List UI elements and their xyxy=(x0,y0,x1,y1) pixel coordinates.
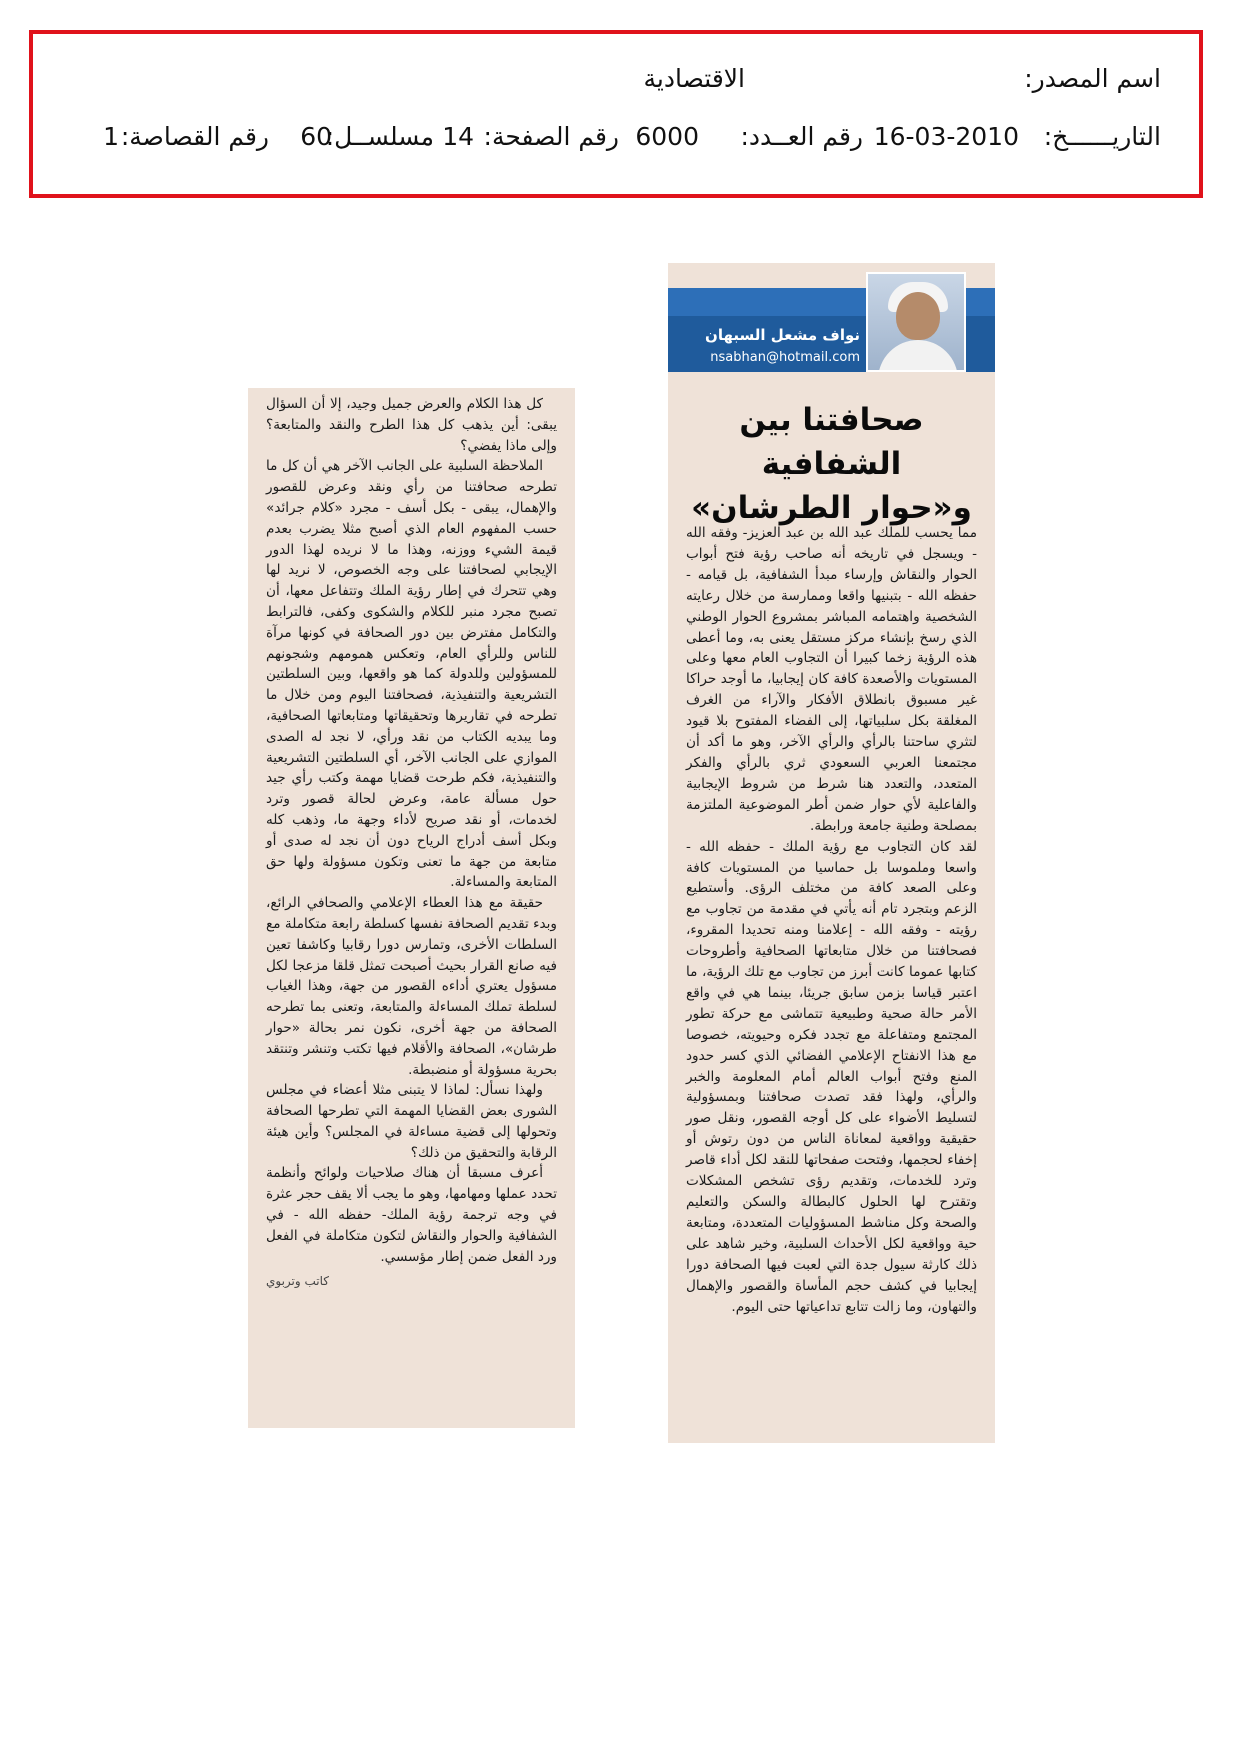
author-photo-shoulders xyxy=(878,340,958,372)
metadata-row-details xyxy=(33,122,1199,162)
serial-value: 60 xyxy=(300,122,332,151)
page-value: 14 xyxy=(442,122,474,151)
paragraph: حقيقة مع هذا العطاء الإعلامي والصحافي الرائع، وبدء تقديم الصحافة نفسها كسلطة رابعة متكاملة مع السلطات الأخرى، وتمارس دورا رقابيا وكاشفا تعين فيه صانع القرار بحيث أصبحت تمثل قلقا مزعجا لكل مسؤول يعتري أداءه القصور من جهة، وهذا الغياب لسلطة تملك المساءلة والمتابعة، وتعنى بما تطرحه الصحافة من جهة أخرى، نكون نمر بحالة «حوار طرشان»، الصحافة والأقلام فيها تكتب وتنشر وتنتقد بحرية مسؤولة أو منضبطة. xyxy=(266,895,557,1078)
serial-label: مسلســل: xyxy=(325,122,434,151)
headline-line-2: و«حوار الطرشان» xyxy=(691,490,972,526)
clip-value: 1 xyxy=(103,122,119,151)
paragraph: ولهذا نسأل: لماذا لا يتبنى مثلا أعضاء في مجلس الشورى بعض القضايا المهمة التي تطرحها الصحافة وتحولها إلى قضية مساءلة في المجلس؟ وأين هيئة الرقابة والتحقيق من ذلك؟ xyxy=(266,1082,557,1161)
date-label: التاريــــــخ: xyxy=(1043,122,1161,151)
source-value: الاقتصادية xyxy=(643,64,745,93)
paragraph: الملاحظة السلبية على الجانب الآخر هي أن كل ما تطرحه صحافتنا من رأي ونقد وعرض للقصور والإهمال، يبقى - بكل أسف - مجرد «كلام جرائد» حسب المفهوم العام الذي أصبح مثلا يضرب بعدم قيمة الشيء ووزنه، وهذا ما لا نريده لهذا الدور الإيجابي لصحافتنا على وجه الخصوص، لا نريد لها وهي تتحرك في إطار رؤية الملك وتتفاعل معها، أن تصبح مجرد منبر للكلام والشكوى وكفى، فالترابط والتكامل مفترض بين دور الصحافة في كونها مرآة للناس وللرأي العام، وتعكس همومهم وشجونهم للمسؤولين وللدولة كما هو واقعها، وبين السلطتين التشريعية والتنفيذية، فصحافتنا اليوم ومن خلال ما تطرحه في تقاريرها وتحقيقاتها ومتابعاتها الصحافية، وما يبديه الكتاب من نقد ورأي، لا نجد له الصدى الموازي على الجانب الآخر، أي السلطتين التشريعية والتنفيذية، فكم طرحت قضايا مهمة وكتب رأي جيد حول مسألة عامة، وعرض لحالة قصور وترد لخدمات، أو نقد صريح لأداء وجهة ما، وذهب كله وبكل أسف أدراج الرياح دون أن نجد له صدى أو متابعة من جهة ما تعنى وتكون مسؤولة ولها حق المتابعة والمساءلة. xyxy=(266,458,557,891)
date-value: 16-03-2010 xyxy=(873,122,1019,151)
author-photo xyxy=(866,272,966,372)
article-body-right xyxy=(686,523,977,1317)
issue-label: رقم العــدد: xyxy=(740,122,863,151)
metadata-row-source xyxy=(33,64,1199,104)
clip-label: رقم القصاصة: xyxy=(120,122,269,151)
article-headline xyxy=(668,398,995,530)
paragraph: أعرف مسبقا أن هناك صلاحيات ولوائح وأنظمة تحدد عملها ومهامها، وهو ما يجب ألا يقف حجر عثرة في وجه ترجمة رؤية الملك- حفظه الله - في الشفافية والحوار والنقاش لتكون متكاملة في الفعل ورد الفعل ضمن إطار مؤسسي. xyxy=(266,1165,557,1265)
clipping-metadata-box xyxy=(29,30,1203,198)
author-name: نواف مشعل السبهان xyxy=(705,326,860,344)
paragraph: لقد كان التجاوب مع رؤية الملك - حفظه الله - واسعا وملموسا بل حماسيا من المستويات كافة وعلى الصعد كافة من مختلف الرؤى. وأستطيع الزعم وبتجرد تام أنه يأتي في مقدمة من تجاوب مع رؤيته - وفقه الله - إعلامنا ومنه تحديدا المقروء، فصحافتنا من خلال متابعاتها الصحافية وأطروحات كتابها عموما كانت أبرز من تجاوب مع تلك الرؤية، ما اعتبر قياسا بزمن سابق جريئا، بينما هي في واقع الأمر حالة صحية وطبيعية تتماشى مع حركة تطور المجتمع ومتفاعلة مع تجدد فكره وحيويته، خصوصا مع هذا الانفتاح الإعلامي الفضائي الذي كسر حدود المنع وفتح أبواب العالم أمام المعلومة والخبر والرأي، ولهذا فقد تصدت صحافتنا وبمسؤولية لتسليط الأضواء على كل أوجه القصور، ونقل صور حقيقية وواقعية لمعاناة الناس من دون رتوش أو إخفاء لحجمها، وفتحت صفحاتها للنقد لكل أداء قاصر وترد للخدمات، وتقديم رؤى تشخص المشكلات وتقترح لها الحلول كالبطالة والسكن والتعليم والصحة وكل مناشط المسؤوليات المتعددة، ومتابعة حية وواقعية لكل الأحداث السلبية، وخير شاهد على ذلك كارثة سيول جدة التي لعبت فيها الصحافة دورا إيجابيا في كشف حجم المأساة والقصور والإهمال والتهاون، وما زالت تتابع تداعياتها حتى اليوم. xyxy=(686,838,977,1315)
article-left-column xyxy=(248,388,575,1428)
paragraph: كل هذا الكلام والعرض جميل وجيد، إلا أن السؤال يبقى: أين يذهب كل هذا الطرح والنقد والمتابعة؟ وإلى ماذا يفضي؟ xyxy=(266,396,557,454)
source-label: اسم المصدر: xyxy=(1024,64,1161,93)
page-label: رقم الصفحة: xyxy=(483,122,619,151)
paragraph: مما يحسب للملك عبد الله بن عبد العزيز- وفقه الله - ويسجل في تاريخه أنه صاحب رؤية فتح أبواب الحوار والنقاش وإرساء مبدأ الشفافية، بل قيامه - حفظه الله - بتبنيها واقعا وممارسة من خلال رعايته الشخصية واهتمامه المباشر بمشروع الحوار الوطني الذي رسخ بإنشاء مركز مستقل يعنى به، وما أعطى هذه الرؤية زخما كبيرا أن التجاوب العام معها وعلى المستويات والأصعدة كافة كان إيجابيا، ما أوجد حراكا غير مسبوق بانطلاق الأفكار والآراء من الغرف المغلقة بكل سلبياتها، إلى الفضاء المفتوح بلا قيود لتثري ساحتنا بالرأي والرأي الآخر، وهو ما أكد أن مجتمعنا العربي السعودي ثري بالرأي والفكر المتعدد، والتعدد هنا شرط من شروط الإيجابية والفاعلية لأي حوار ضمن أطر الموضوعية الملتزمة بمصلحة وطنية جامعة ورابطة. xyxy=(686,525,977,834)
headline-line-1: صحافتنا بين الشفافية xyxy=(739,402,924,482)
author-signature: كاتب وتربوي xyxy=(266,1274,329,1289)
author-photo-face xyxy=(896,292,940,340)
issue-value: 6000 xyxy=(635,122,699,151)
author-email: nsabhan@hotmail.com xyxy=(710,350,860,365)
